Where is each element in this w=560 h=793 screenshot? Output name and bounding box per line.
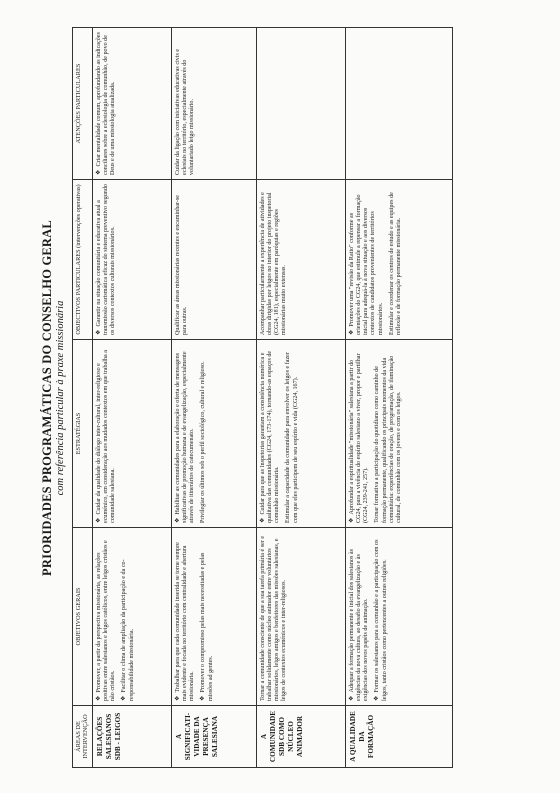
diamond-bullet-icon: ❖ <box>200 695 207 701</box>
table-row <box>171 28 256 768</box>
priorities-table <box>72 27 453 768</box>
particulares-cell: Qualificar as áreas missionárias recentes e encaminhar-se para outras. <box>171 180 256 340</box>
estrategias-cell: ❖Cuidar para que as Inspetorias garantam a consistência numérica e qualitativa das comunidades (CG24, 173-174), tornando-as espaços de comunhão missionária. Estimular a capacidade da comunidade para envolver os leigos e fazer com que eles participem de seu espírito e vida (CG24, 167). <box>256 340 345 528</box>
particulares-cell: ❖Promover uma "revisão da Ratio" conforme as orientações do CG24, que estimule a repensar a formação inicial para adequá-la à nova situação e aos diversos contextos de candidatos provenientes de territórios missionários. Estimular e coordenar os centros de estudo e as equipes de reflexão e de formação permanente missionária. <box>345 180 452 340</box>
diamond-bullet-icon: ❖ <box>95 517 102 523</box>
diamond-bullet-icon: ❖ <box>95 169 102 175</box>
table-row <box>256 28 345 768</box>
diamond-bullet-icon: ❖ <box>348 329 355 335</box>
particulares-cell: ❖Garantir na situação comunitária e educativa atual a transmissão carismática eficaz do sistema preventivo segundo os diversos contextos culturais missionários. <box>92 180 171 340</box>
header-estrategias: ESTRATÉGIAS <box>73 340 93 528</box>
diamond-bullet-icon: ❖ <box>374 695 381 701</box>
document-subtitle: com referência particular à praxe missionária <box>55 300 66 496</box>
header-atencoes-particulares: ATENÇÕES PARTICULARES <box>73 28 93 180</box>
objetivos-cell: Tornar a comunidade consciente de que a sua tarefa primária é ser e trabalhar solidamente como núcleo animador entre voluntários missionários, leigos amigos e benfeitores das missões salesianas, e leigos de contextos ecuménicos e inter-religiosos. <box>256 528 345 706</box>
area-cell: A QUALIDADE DA FORMAÇÃO <box>345 706 452 768</box>
objetivos-cell: ❖Adequar a formação permanente e inicial dos salesianos às exigências da nova cultura, ao desafio da evangelização e às exigências dos novos papéis de animação. ❖Formar os salesianos para a comunhão e a participação com os leigos, tanto cristãos como pertencentes a outras religiões. <box>345 528 452 706</box>
area-cell: A COMUNIDADE SDB COMO NÚCLEO ANIMADOR <box>256 706 345 768</box>
table-row <box>345 28 452 768</box>
header-objetivos-particulares: OBJECTIVOS PARTICULARES (intervenções operativas) <box>73 180 93 340</box>
objetivos-cell: ❖Trabalhar para que cada comunidade inserida se torne sempre mais evidente e focada no território com centralidade e abertura missionária. ❖Promover o compromisso pelas mais necessitadas e pelas missões ad gentes. <box>171 528 256 706</box>
diamond-bullet-icon: ❖ <box>348 517 355 523</box>
atencoes-cell <box>256 28 345 180</box>
diamond-bullet-icon: ❖ <box>95 329 102 335</box>
estrategias-cell: ❖Aprofundar a espiritualidade "missionária" salesiana a partir do CG24, para a vivência do espírito salesiano a viver, propor e partilhar (CG24, 239-241, 257). Tornar formativa a participação do quotidiano como caminho de formação permanente, qualificando os principais momentos da vida comunitária: experiências de oração, de programação, de iluminação cultural, de comunhão com os jovens e com os leigos. <box>345 340 452 528</box>
diamond-bullet-icon: ❖ <box>348 695 355 701</box>
diamond-bullet-icon: ❖ <box>174 517 181 523</box>
header-objetivos-gerais: OBJETIVOS GERAIS <box>73 528 93 706</box>
particulares-cell: Acompanhar particularmente a experiência de atividades e obras dirigidas por leigos no interior do projeto inspetorial (CG24, 181), especialmente em paróquias e regiões missionárias muito extensas. <box>256 180 345 340</box>
area-cell: A SIGNIFICATI-VIDADE DA PRESENÇA SALESIANA <box>171 706 256 768</box>
estrategias-cell: ❖Habilitar as comunidades para a elaboração e oferta de mensagens significativas de promoção humana e de evangelização, especialmente através de itinerários de catecumenato. Privilegiar os últimos sob o perfil sociológico, cultural e religioso. <box>171 340 256 528</box>
diamond-bullet-icon: ❖ <box>95 695 102 701</box>
header-areas: ÁREAS DE INTERVENÇÃO <box>73 706 93 768</box>
area-cell: RELAÇÕES SALESIANOS SDB - LEIGOS <box>92 706 171 768</box>
atencoes-cell: ❖Criar mentalidade comum, aprofundando as indicações conciliares sobre a eclesiologia de comunhão, de povo de Deus e de uma missiologia atualizada. <box>92 28 171 180</box>
diamond-bullet-icon: ❖ <box>174 695 181 701</box>
table-row <box>92 28 171 768</box>
diamond-bullet-icon: ❖ <box>259 517 266 523</box>
objetivos-cell: ❖Promover, a partir da perspectiva missionária, as relações positivas entre salesianos e leigos católicos, entre leigos cristãos e não cristãos. ❖Facilitar o clima de ampliação da participação e da co-responsabilidade missionária. <box>92 528 171 706</box>
rotated-document <box>40 12 540 768</box>
atencoes-cell <box>345 28 452 180</box>
document-title: PRIORIDADES PROGRAMÁTICAS DO CONSELHO GERAL <box>40 220 54 576</box>
estrategias-cell: ❖Cuidar da qualidade do diálogo inter-cultural, inter-religioso e ecuménico, em consideração aos mudados contextos em que trabalha a comunidade salesiana. <box>92 340 171 528</box>
atencoes-cell: Cuidar da ligação com iniciativas educativas civis e eclesiais no território, especialmente através do voluntariado leigo missionário. <box>171 28 256 180</box>
table-header-row <box>73 28 93 768</box>
diamond-bullet-icon: ❖ <box>121 695 128 701</box>
